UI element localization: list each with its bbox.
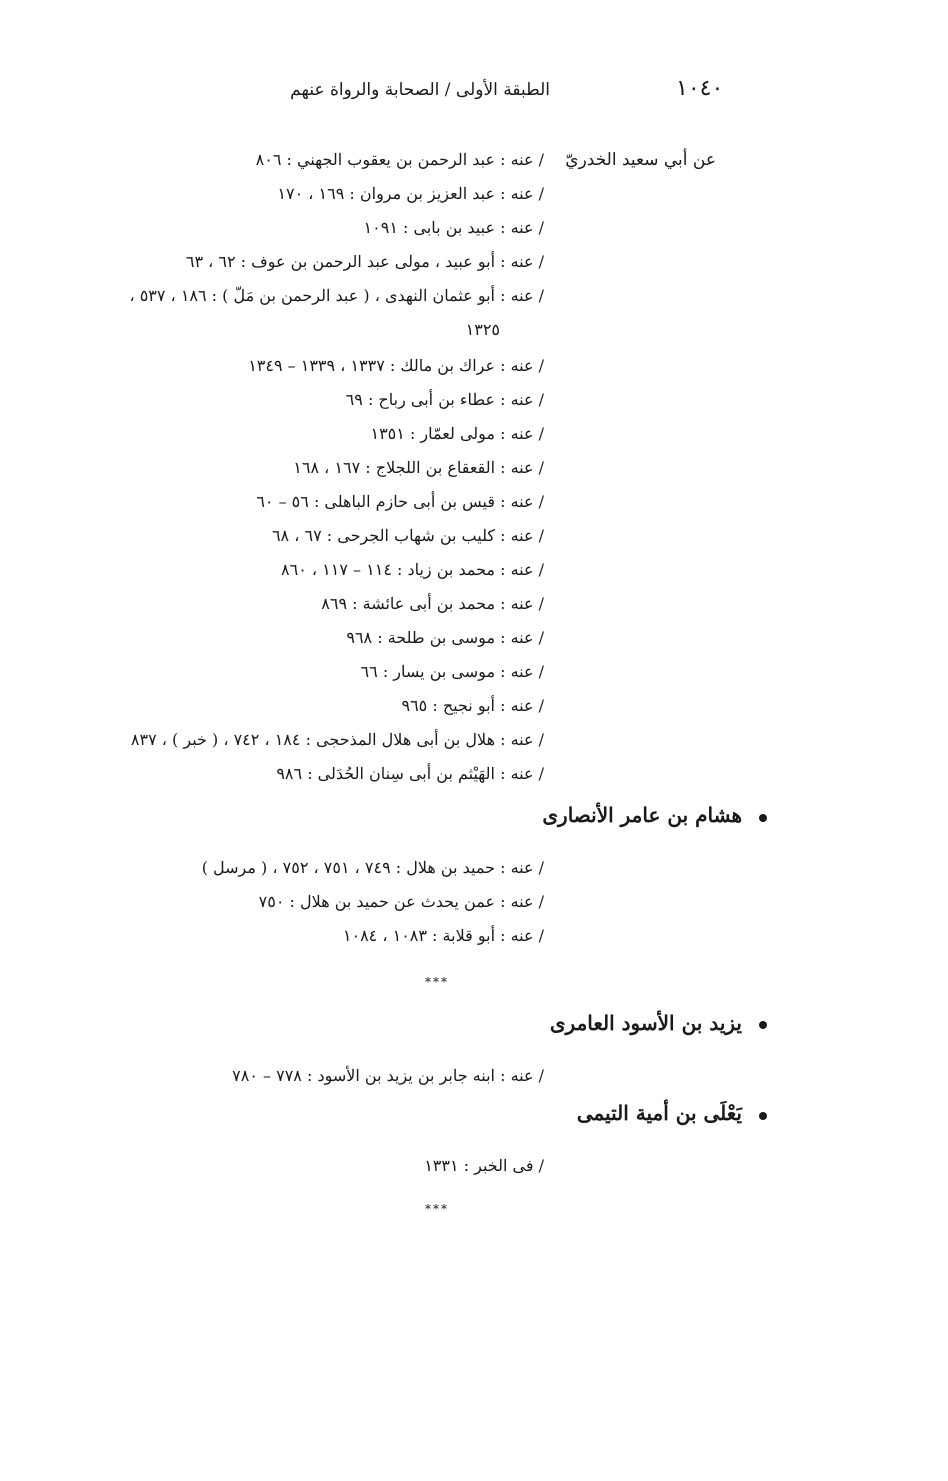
list-item: / عنه : محمد بن أبى عائشة : ٨٦٩ bbox=[321, 594, 544, 613]
person-heading: يزيد بن الأسود العامرى bbox=[549, 1011, 742, 1035]
list-item: / عنه : أبو نجيح : ٩٦٥ bbox=[401, 696, 544, 715]
list-item: / عنه : كليب بن شهاب الجرحى : ٦٧ ، ٦٨ bbox=[271, 526, 544, 545]
list-item: / عنه : هلال بن أبى هلال المذحجى : ١٨٤ ، ٧٤٢ ، ( خبر ) ، ٨٣٧ bbox=[130, 730, 544, 749]
list-item: / عنه : ابنه جابر بن يزيد بن الأسود : ٧٧٨ – ٧٨٠ bbox=[232, 1066, 544, 1085]
list-item: / عنه : موسى بن طلحة : ٩٦٨ bbox=[346, 628, 544, 647]
list-item: / عنه : عبد العزيز بن مروان : ١٦٩ ، ١٧٠ bbox=[277, 184, 544, 203]
running-header: الطبقة الأولى / الصحابة والرواة عنهم bbox=[290, 80, 550, 100]
list-item: / عنه : محمد بن زياد : ١١٤ – ١١٧ ، ٨٦٠ bbox=[281, 560, 544, 579]
section-separator: *** bbox=[425, 1202, 449, 1216]
list-item: / عنه : القعقاع بن اللجلاج : ١٦٧ ، ١٦٨ bbox=[293, 458, 544, 477]
list-item: / عنه : مولى لعمّار : ١٣٥١ bbox=[370, 424, 544, 443]
list-item: / عنه : قيس بن أبى حازم الباهلى : ٥٦ – ٦٠ bbox=[256, 492, 544, 511]
bullet-icon bbox=[759, 1112, 767, 1120]
list-item-continuation: ١٣٢٥ bbox=[465, 320, 500, 339]
list-item: / عنه : عبيد بن بابى : ١٠٩١ bbox=[363, 218, 544, 237]
list-item: / عنه : أبو عثمان النهدى ، ( عبد الرحمن بن مَلّ ) : ١٨٦ ، ٥٣٧ ، bbox=[129, 286, 544, 305]
person-heading: هشام بن عامر الأنصارى bbox=[542, 803, 742, 827]
list-item: / عنه : موسى بن يسار : ٦٦ bbox=[360, 662, 544, 681]
list-item: / عنه : عطاء بن أبى رباح : ٦٩ bbox=[345, 390, 544, 409]
bullet-icon bbox=[759, 1021, 767, 1029]
bullet-icon bbox=[759, 814, 767, 822]
list-item: / عنه : عمن يحدث عن حميد بن هلال : ٧٥٠ bbox=[258, 892, 544, 911]
page-number: ١٠٤٠ bbox=[676, 76, 724, 101]
list-item: / عنه : الهَيْثم بن أبى سِنان الحُدَلى : ٩٨٦ bbox=[276, 764, 544, 783]
list-item: / عنه : حميد بن هلال : ٧٤٩ ، ٧٥١ ، ٧٥٢ ، ( مرسل ) bbox=[201, 858, 544, 877]
list-item: / فى الخبر : ١٣٣١ bbox=[424, 1156, 544, 1175]
list-item: / عنه : أبو قلابة : ١٠٨٣ ، ١٠٨٤ bbox=[342, 926, 544, 945]
section-separator: *** bbox=[425, 975, 449, 989]
section-label: عن أبي سعيد الخدريّ bbox=[565, 150, 716, 170]
list-item: / عنه : عبد الرحمن بن يعقوب الجهني : ٨٠٦ bbox=[255, 150, 544, 169]
list-item: / عنه : أبو عبيد ، مولى عبد الرحمن بن عوف : ٦٢ ، ٦٣ bbox=[185, 252, 544, 271]
person-heading: يَعْلَى بن أمية التيمى bbox=[576, 1101, 742, 1125]
list-item: / عنه : عراك بن مالك : ١٣٣٧ ، ١٣٣٩ – ١٣٤٩ bbox=[248, 356, 544, 375]
